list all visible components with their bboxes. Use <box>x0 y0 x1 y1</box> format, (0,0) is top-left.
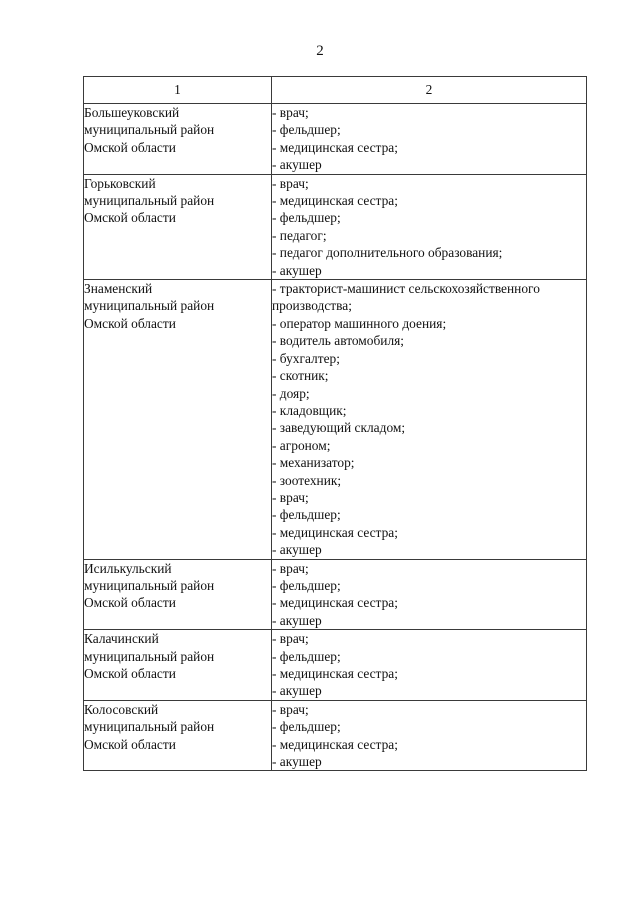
column-header-professions: 2 <box>272 77 587 104</box>
table-row <box>84 280 587 560</box>
profession-item: - кладовщик; <box>272 402 347 418</box>
district-name-line: Омской области <box>84 315 176 331</box>
district-name-line: Омской области <box>84 595 176 611</box>
district-cell <box>84 559 272 630</box>
district-name-line: Горьковский <box>84 175 156 191</box>
district-name-line: Знаменский <box>84 281 153 297</box>
district-cell <box>84 280 272 560</box>
profession-item: - заведующий складом; <box>272 420 406 436</box>
table-body <box>84 104 587 771</box>
profession-item: - медицинская сестра; <box>272 736 398 752</box>
professions-cell <box>272 104 587 175</box>
profession-item: - фельдшер; <box>272 210 341 226</box>
profession-item: - врач; <box>272 105 309 120</box>
table-row <box>84 700 587 771</box>
profession-item: - врач; <box>272 631 309 647</box>
profession-item: - медицинская сестра; <box>272 139 398 155</box>
table-row <box>84 559 587 630</box>
table-header-row <box>84 77 587 104</box>
profession-item: - акушер <box>272 542 322 558</box>
profession-item: - фельдшер; <box>272 577 341 593</box>
profession-item: - медицинская сестра; <box>272 595 398 611</box>
district-name-line: Омской области <box>84 210 176 226</box>
district-name-line: муниципальный район <box>84 577 215 593</box>
district-name-line: Колосовский <box>84 701 159 717</box>
profession-item: - механизатор; <box>272 455 355 471</box>
district-cell <box>84 104 272 175</box>
district-name-line: Омской области <box>84 666 176 681</box>
profession-item: - фельдшер; <box>272 648 341 664</box>
profession-item: - медицинская сестра; <box>272 666 398 681</box>
district-name-line: Омской области <box>84 139 176 155</box>
profession-item: - педагог; <box>272 227 327 243</box>
table-row <box>84 630 587 701</box>
district-name-line: Исилькульский <box>84 560 172 576</box>
profession-item: - врач; <box>272 560 309 576</box>
profession-item: - тракторист-машинист сельскохозяйственного производства; <box>272 281 540 314</box>
column-header-district: 1 <box>84 77 272 104</box>
professions-table <box>83 76 587 771</box>
district-name-line: Омской области <box>84 736 176 752</box>
district-cell <box>84 630 272 701</box>
profession-item: - зоотехник; <box>272 472 342 488</box>
profession-item: - педагог дополнительного образования; <box>272 245 503 261</box>
district-name-line: муниципальный район <box>84 298 215 314</box>
profession-item: - акушер <box>272 683 322 699</box>
district-name-line: муниципальный район <box>84 648 215 664</box>
district-name-line: Калачинский <box>84 631 159 647</box>
district-cell <box>84 700 272 771</box>
professions-cell <box>272 630 587 701</box>
professions-cell <box>272 174 587 279</box>
district-cell <box>84 174 272 279</box>
district-name-line: муниципальный район <box>84 122 215 138</box>
district-name-line: муниципальный район <box>84 193 215 209</box>
table-row <box>84 104 587 175</box>
profession-item: - врач; <box>272 701 309 717</box>
district-name-line: Большеуковский <box>84 105 180 120</box>
profession-item: - врач; <box>272 489 309 505</box>
table-row <box>84 174 587 279</box>
profession-item: - агроном; <box>272 437 331 453</box>
profession-item: - медицинская сестра; <box>272 524 398 540</box>
profession-item: - фельдшер; <box>272 507 341 523</box>
profession-item: - медицинская сестра; <box>272 193 398 209</box>
profession-item: - водитель автомобиля; <box>272 333 405 349</box>
page-number: 2 <box>316 43 324 59</box>
profession-item: - акушер <box>272 262 322 278</box>
professions-cell <box>272 700 587 771</box>
profession-item: - фельдшер; <box>272 122 341 138</box>
profession-item: - акушер <box>272 612 322 628</box>
profession-item: - врач; <box>272 175 309 191</box>
professions-cell <box>272 559 587 630</box>
profession-item: - оператор машинного доения; <box>272 315 447 331</box>
profession-item: - акушер <box>272 157 322 173</box>
profession-item: - бухгалтер; <box>272 350 340 366</box>
profession-item: - акушер <box>272 754 322 770</box>
profession-item: - скотник; <box>272 368 329 384</box>
profession-item: - фельдшер; <box>272 719 341 735</box>
profession-item: - дояр; <box>272 385 310 401</box>
professions-cell <box>272 280 587 560</box>
district-name-line: муниципальный район <box>84 719 215 735</box>
